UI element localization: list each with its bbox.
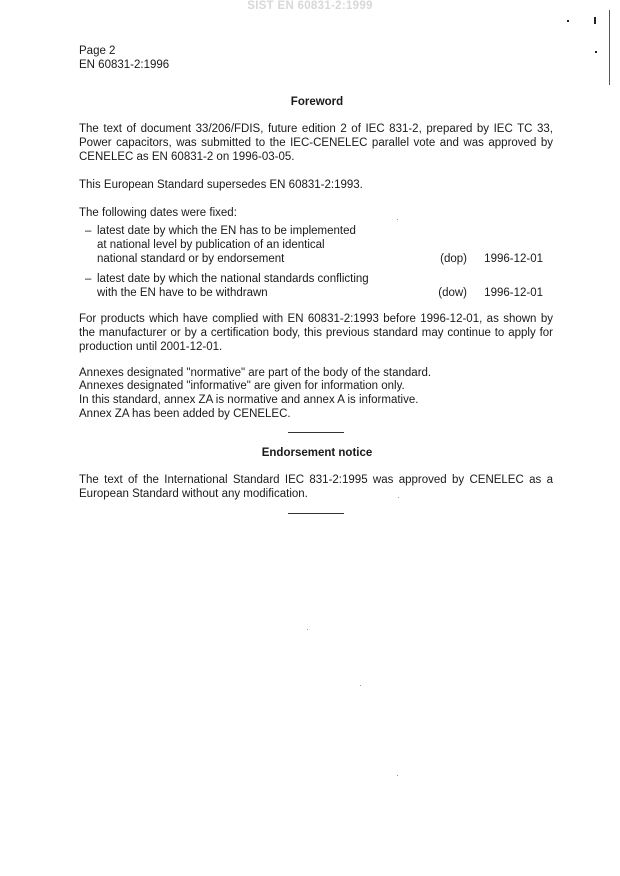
endorsement-title: Endorsement notice [261, 447, 373, 459]
date-item-line: latest date by which the national standards conflicting [97, 273, 369, 285]
endorsement-text: The text of the International Standard IEC 831-2:1995 was approved by CENELEC as a European Standard without any modification. [79, 474, 553, 500]
foreword-intro: The text of document 33/206/FDIS, future edition 2 of IEC 831-2, prepared by IEC TC 33, Power capacitors, was submitted to the IEC-CENELEC parallel vote and was approved by CENELEC as EN 60831-2 on 1996-03-05. [79, 123, 553, 163]
scan-speck [360, 685, 361, 686]
scan-speck [398, 497, 399, 498]
dates-intro: The following dates were fixed: [79, 207, 237, 219]
list-dash: – [85, 273, 92, 285]
annex-line: In this standard, annex ZA is normative and annex A is informative. [79, 394, 419, 406]
transition-paragraph: For products which have complied with EN 60831-2:1993 before 1996-12-01, as shown by the manufacturer or by a certification body, this previous standard may continue to apply for production until 2001-12-01. [79, 313, 553, 353]
scan-speck [307, 629, 308, 630]
page-number: Page 2 [79, 45, 116, 57]
date-value: 1996-12-01 [484, 253, 543, 265]
date-item-line: national standard or by endorsement [97, 253, 285, 265]
watermark: SIST EN 60831-2:1999 [247, 0, 373, 12]
date-code: (dop) [440, 253, 467, 265]
date-item-dow [85, 272, 543, 300]
scan-mark [594, 17, 596, 24]
section-divider [288, 513, 344, 514]
scan-mark [567, 20, 569, 22]
section-divider [288, 432, 344, 433]
document-id: EN 60831-2:1996 [79, 59, 170, 71]
list-dash: – [85, 225, 92, 237]
scan-mark [595, 51, 597, 53]
date-code: (dow) [438, 287, 467, 299]
date-item-dop [85, 224, 543, 266]
supersedes-statement: This European Standard supersedes EN 60831-2:1993. [79, 179, 363, 191]
scan-speck [397, 219, 398, 220]
annex-line: Annexes designated "informative" are given for information only. [79, 380, 405, 392]
scan-speck [397, 775, 398, 776]
foreword-title: Foreword [290, 96, 344, 108]
date-item-line: latest date by which the EN has to be implemented [97, 225, 356, 237]
margin-line [609, 10, 610, 85]
annex-line: Annex ZA has been added by CENELEC. [79, 408, 291, 420]
date-value: 1996-12-01 [484, 287, 543, 299]
date-item-line: with the EN have to be withdrawn [97, 287, 268, 299]
date-item-line: at national level by publication of an identical [97, 239, 325, 251]
annex-line: Annexes designated "normative" are part of the body of the standard. [79, 367, 432, 379]
